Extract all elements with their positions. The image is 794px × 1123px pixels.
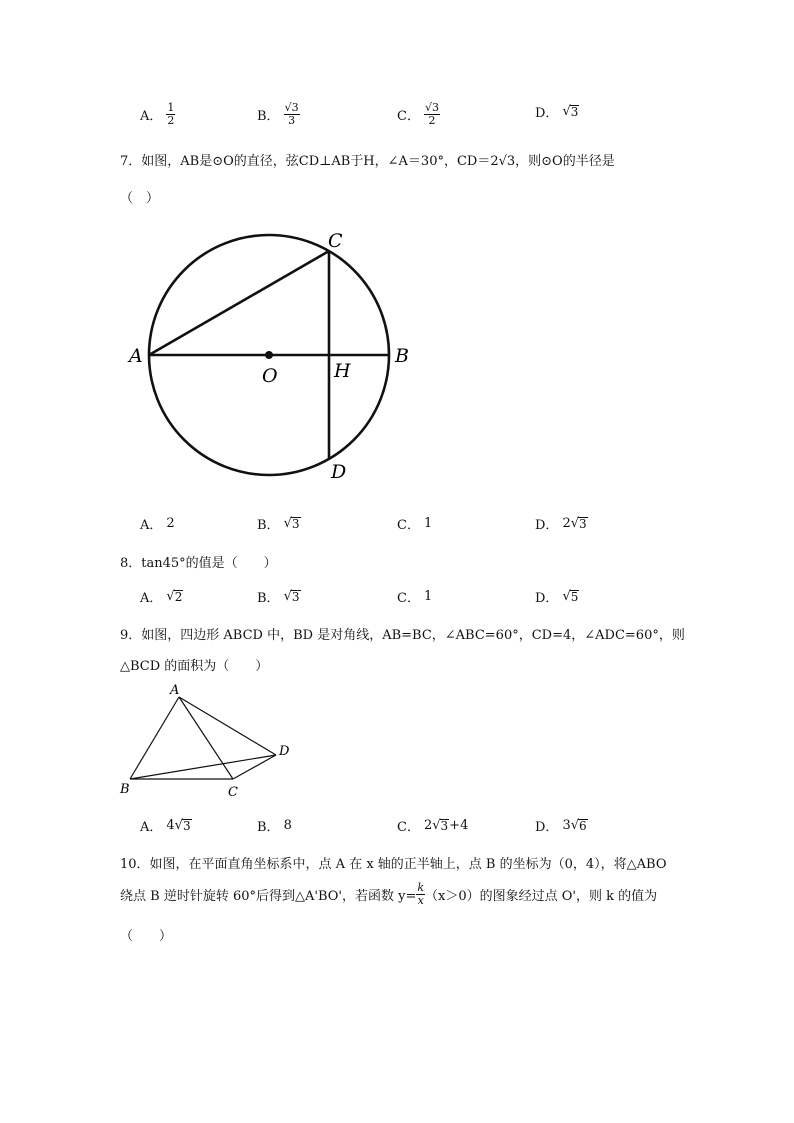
q10-question-line1: 10．如图，在平面直角坐标系中，点 A 在 x 轴的正半轴上，点 B 的坐标为（0，4），将△ABO xyxy=(120,857,667,872)
q6-option-b xyxy=(257,102,300,127)
segment-ac xyxy=(149,251,329,355)
q7-options xyxy=(140,514,760,544)
q6-option-c xyxy=(397,102,440,127)
label-c: C xyxy=(228,785,238,800)
sqrt: √ 5 xyxy=(562,589,579,604)
q8-options xyxy=(140,587,760,617)
q7-question: 7．如图，AB是⊙O的直径，弦CD⊥AB于H，∠A＝30°，CD＝2√3，则⊙O的半径是 xyxy=(120,154,615,169)
q6-option-d xyxy=(535,102,579,121)
segment-ab xyxy=(130,697,179,779)
label-d: D xyxy=(331,461,347,483)
option-label: A． xyxy=(140,109,163,124)
label-b: B xyxy=(395,345,409,367)
label-b: B xyxy=(120,782,130,797)
label-d: D xyxy=(279,744,290,759)
q10-question-line2: 绕点 B 逆时针旋转 60°后得到△A'BO'，若函数 y= $\frac{k}{x}$ （x＞0）的图象经过点 O'，则 k 的值为 xyxy=(120,881,658,907)
sqrt: √ 3 xyxy=(432,818,449,833)
q8-option-c: C． 1 xyxy=(397,589,433,606)
option-label: B． xyxy=(257,109,280,124)
sqrt: √ 6 xyxy=(570,818,587,833)
fraction: $\frac{√3}{3}$ xyxy=(284,101,299,127)
label-c: C xyxy=(328,230,343,252)
q8-option-b: B． √ 3 xyxy=(257,589,300,606)
option-label: C． xyxy=(397,109,420,124)
q7-option-c: C． 1 xyxy=(397,516,433,533)
option-label: D． xyxy=(535,106,559,121)
q9-option-c: C． 2 √ 3 +4 xyxy=(397,818,469,835)
fraction: $\frac{√3}{2}$ xyxy=(424,101,439,127)
fraction: $\frac{1}{2}$ xyxy=(167,101,175,127)
q9-option-d: D． 3 √ 6 xyxy=(535,818,587,835)
segment-ad xyxy=(179,697,276,755)
label-a: A xyxy=(170,683,180,698)
q8-option-a: A． √ 2 xyxy=(140,589,183,606)
q9-figure xyxy=(115,680,300,800)
label-h: H xyxy=(334,360,351,382)
q9-option-a: A． 4 √ 3 xyxy=(140,818,191,835)
q7-option-a: A． 2 xyxy=(140,516,175,533)
q8-question: 8．tan45°的值是（ ） xyxy=(120,556,277,571)
q9-options xyxy=(140,816,760,846)
q8-option-d: D． √ 5 xyxy=(535,589,579,606)
fraction-k-over-x: $\frac{k}{x}$ xyxy=(417,881,425,907)
sqrt: √ 3 xyxy=(174,818,191,833)
sqrt: √ 3 xyxy=(283,516,300,531)
center-point xyxy=(265,351,273,359)
q7-figure xyxy=(120,220,420,490)
q9-option-b: B． 8 xyxy=(257,818,292,835)
label-a: A xyxy=(129,345,143,367)
q6-option-a xyxy=(140,102,175,127)
q7-option-d: D． 2 √ 3 xyxy=(535,516,587,533)
q9-question-line1: 9．如图，四边形 ABCD 中，BD 是对角线，AB=BC，∠ABC=60°，CD=4，∠ADC=60°，则 xyxy=(120,628,685,643)
sqrt: √ 3 xyxy=(283,589,300,604)
label-o: O xyxy=(262,365,278,387)
q7-answer-paren: （ ） xyxy=(120,191,160,206)
q6-options xyxy=(140,102,760,132)
sqrt: √ 3 xyxy=(562,104,579,119)
q7-option-b: B． √ 3 xyxy=(257,516,300,533)
q9-question-line2: △BCD 的面积为（ ） xyxy=(120,659,269,674)
sqrt: √ 3 xyxy=(570,516,587,531)
q10-answer-paren: （ ） xyxy=(120,929,173,944)
sqrt: √ 2 xyxy=(166,589,183,604)
